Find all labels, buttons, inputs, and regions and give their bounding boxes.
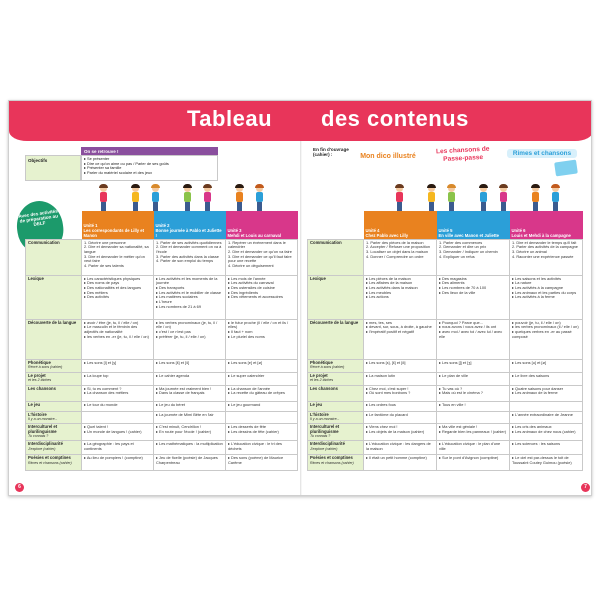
table-cell: ▸ Ma journée est vraiment bien ! ▸ Dans la classe de français [154,385,226,401]
unit-header: Unité 2 Bonne journée à Pablo et Juliette ! [154,211,226,239]
table-cell: ▸ Les sons [ɛ̃] et [ɔ̃] [154,359,226,372]
table-row [26,385,298,401]
right-page [303,143,591,495]
unit-header: Unité 1 Les correspondants de Lilly et Manon [82,211,154,239]
table-row [308,423,583,440]
table-cell: ▸ Le plan de ville [437,372,510,385]
row-label: Interculturel et plurilinguisme Tu connais ? [26,423,82,440]
table-cell: ▸ Les mois de l'année ▸ Les activités du carnaval ▸ Des ustensiles de cuisine ▸ Des ingrédients ▸ Des vêtements et accessoires [226,275,298,319]
table-cell: ▸ Les sons [ɛ], [ɛ̃] et [ɑ̃] [364,359,437,372]
table-cell: ▸ Le tour du monde [82,401,154,411]
table-cell: ▸ Les sons [ʃ] et [ʒ] [437,359,510,372]
table-cell: ▸ L'éducation civique : le plan d'une ville [437,441,510,455]
table-cell: ▸ Le jeu du béret [154,401,226,411]
objective-item: ▸ Parler du matériel scolaire et des jeux [84,170,153,176]
row-label: Le projet et les 2 tâches [26,372,82,385]
table-cell: ▸ Pourquoi ? Parce que... ▸ nous avons / vous avez / ils ont ▸ avec moi / avec toi / avec lui / avec elle [437,319,510,359]
table-cell: ▸ Les pièces de la maison ▸ Les affaires de la maison ▸ Les activités dans la maison ▸ Les meubles ▸ Les actions [364,275,437,319]
row-label: Le jeu [26,401,82,411]
row-label: Poésies et comptines Rimes et chansons (cahier) [308,455,364,471]
table-row [308,441,583,455]
row-label: Communication [308,239,364,275]
objectives-box [25,147,218,181]
table-row [308,401,583,411]
table-cell: ▸ Les ordres fous [364,401,437,411]
character-figure [551,185,560,211]
table-cell: ▸ Le fantôme du placard [364,411,437,423]
table-cell: 1. Dire et demander le temps qu'il fait 2. Parler des activités de la campagne 3. Décrire un animal 4. Raconter une expérience passée [510,239,583,275]
table-cell: ▸ les verbes pronominaux (je, tu, il / elle / on) ▸ c'est / ce n'est pas ▸ préférer (je, tu, il / elle / on) [154,319,226,359]
table-row [26,441,298,455]
table-cell: ▸ Le livre des saisons [510,372,583,385]
table-cell: ▸ Viens chez moi ! ▸ Les objets de la maison (cahier) [364,423,437,440]
table-cell: 1. Parler de ses activités quotidiennes 2. Dire et demander comment on va à l'école 3. Parler des activités dans la classe 4. Parler de son emploi du temps [154,239,226,275]
table-cell: 1. Parler des commerces 2. Demander et dire un prix 3. Demander / Indiquer un chemin 4. Expliquer un refus [437,239,510,275]
table-cell [510,401,583,411]
cd-icon [554,160,578,177]
table-row [26,319,298,359]
table-row [308,385,583,401]
table-cell: ▸ Des magasins ▸ Des aliments ▸ Les nombres de 70 à 100 ▸ Des lieux de la ville [437,275,510,319]
character-figure [499,185,508,211]
row-label: Interdisciplinarité J'explore (cahier) [308,441,364,455]
characters-illustration [81,183,291,211]
row-label: Interculturel et plurilinguisme Tu connais ? [308,423,364,440]
spine [300,141,302,496]
end-of-book-label: En fin d'ouvrage (cahier) : [313,147,349,158]
unit-header: Unité 6 Louis et Mehdi à la campagne [510,211,583,239]
objective-item: ▸ Présenter sa famille [84,165,122,171]
table-row [26,359,298,372]
row-label: Phonétique Récré à sons (cahier) [26,359,82,372]
character-figure [427,185,436,211]
table-cell [226,411,298,423]
table-cell: ▸ Les caractéristiques physiques ▸ Des noms de pays ▸ Des nationalités et des langues ▸ Des métiers ▸ Des activités [82,275,154,319]
table-cell: 1. Parler des pièces de la maison 2. Accepter / Refuser une proposition 3. Localiser un objet dans la maison 4. Donner / Comprendre un ordre [364,239,437,275]
delf-seal: Avec des activités de préparation au DELF [14,198,67,256]
table-cell: ▸ Si, tu es comment ? ▸ La chanson des métiers [82,385,154,401]
table-row [308,275,583,319]
objective-item: ▸ Dire ce qu'on aime ou pas / Parler de ses goûts [84,160,169,166]
table-cell: ▸ L'année extraordinaire de Jeanne [510,411,583,423]
character-figure [203,185,212,211]
left-page [11,143,299,495]
table-cell: ▸ Des sons (poème) de Maurice Carême [226,455,298,471]
table-cell: ▸ C'est minuit, Cendrillon ! ▸ En route pour l'école ! (cahier) [154,423,226,440]
table-cell: ▸ Le jeu gourmand [226,401,298,411]
table-cell: 1. Décrire une personne 2. Dire et demander sa nationalité, sa langue 3. Dire et demander le métier qu'on veut faire 4. Parler de ses talents [82,239,154,275]
character-figure [479,185,488,211]
row-label: Le projet et les 2 tâches [308,372,364,385]
table-cell: ▸ Les sons [e] et [ø] [226,359,298,372]
row-label: L'histoire Il y a un monstre... [26,411,82,423]
character-figure [395,185,404,211]
table-cell: ▸ La chanson de l'année ▸ La recette du gâteau de crêpes [226,385,298,401]
table-cell: ▸ mes, tes, ses ▸ devant, sur, sous, à droite, à gauche ▸ l'impératif positif et négatif [364,319,437,359]
header-spacer [308,211,364,239]
header-spacer [26,211,82,239]
table-cell: ▸ Les mathématiques : la multiplication [154,441,226,455]
row-label: L'histoire Il y a un monstre... [308,411,364,423]
character-figure [531,185,540,211]
table-cell: ▸ Jeu de ficelle (poésie) de Jacques Charpentreau [154,455,226,471]
table-cell: ▸ Il était un petit homme (comptine) [364,455,437,471]
unit-header: Unité 3 Mehdi et Louis au carnaval [226,211,298,239]
table-row [26,423,298,440]
table-cell: ▸ Quatre saisons pour danser ▸ Les animaux de la ferme [510,385,583,401]
objective-item: ▸ Se présenter [84,156,110,161]
table-cell: ▸ Tu vas où ? ▸ Mais où est le cinéma ? [437,385,510,401]
book-rimes: Rimes et chansons [507,149,577,158]
table-cell: 1. Repérer un événement dans le calendrier 2. Dire et demander ce qu'on va faire 3. Dire et demander ce qu'il faut faire pour une recette 4. Décrire un déguisement [226,239,298,275]
table-row [26,455,298,471]
table-cell: ▸ Chez moi, c'est super ! ▸ Où sont mes bonbons ? [364,385,437,401]
title-banner [9,101,592,141]
character-figure [235,185,244,211]
table-cell: ▸ Sur le pont d'Avignon (comptine) [437,455,510,471]
table-cell: ▸ La maison lutin [364,372,437,385]
row-label: Découverte de la langue [26,319,82,359]
book-dico: Mon dico illustré [360,153,416,160]
row-label: Les chansons [26,385,82,401]
title-right: des contenus [321,106,469,131]
character-figure [447,185,456,211]
table-cell: ▸ Le ciel est par-dessus le toit de Toussaint Coutey Guimou (poésie) [510,455,583,471]
table-cell: ▸ Au lieu de pompiers ! (comptine) [82,455,154,471]
table-row [26,239,298,275]
character-figure [99,185,108,211]
table-cell: ▸ La journée de Mimi Bête en l'air [154,411,226,423]
row-label: Poésies et comptines Rimes et chansons (cahier) [26,455,82,471]
table-cell: ▸ Les activités et les moments de la journée ▸ Des transports ▸ Les activités et le mobilier de classe ▸ Les matières scolaires ▸ L'heure ▸ Les nombres de 21 à 69 [154,275,226,319]
table-row [308,411,583,423]
table-row [308,372,583,385]
table-cell: ▸ L'éducation civique : le tri des déchets [226,441,298,455]
table-cell: ▸ Les saisons et les activités ▸ La nature ▸ Les activités à la campagne ▸ Les animaux et les parties du corps ▸ Les activités à la ferme [510,275,583,319]
table-row [308,239,583,275]
table-cell: ▸ Le super calendrier [226,372,298,385]
row-label: Les chansons [308,385,364,401]
book-chansons: Les chansons de Passe-passe [435,145,490,164]
table-cell: ▸ Les desserts de fête ▸ Les dessins de fête (cahier) [226,423,298,440]
contents-table-right [307,211,583,471]
table-cell: ▸ La loupe top [82,372,154,385]
row-label: Le jeu [308,401,364,411]
character-figure [151,185,160,211]
objectives-header: On se retrouve ! [81,147,218,155]
table-cell: ▸ Les sciences : les saisons [510,441,583,455]
table-cell: ▸ Le cahier agenda [154,372,226,385]
table-cell: ▸ Les sons [u] et [ø] [510,359,583,372]
row-label: Communication [26,239,82,275]
row-label: Lexique [26,275,82,319]
table-cell: ▸ La géographie : les pays et continents [82,441,154,455]
unit-header: Unité 5 En ville avec Manon et Juliette [437,211,510,239]
table-row [26,372,298,385]
table-cell: ▸ Ma ville est géniale ! ▸ Regarde bien les panneaux ! (cahier) [437,423,510,440]
character-figure [131,185,140,211]
table-cell: ▸ Les sons [i] et [y] [82,359,154,372]
row-label: Interdisciplinarité J'explore (cahier) [26,441,82,455]
table-row [26,275,298,319]
table-cell: ▸ pouvoir (je, tu, il / elle / on) ▸ les verbes pronominaux (il / elle / on) ▸ quelques verbes en -er au passé composé [510,319,583,359]
characters-illustration [377,183,587,211]
page-number: 7 [581,483,590,492]
row-label: Phonétique Récré à sons (cahier) [308,359,364,372]
character-figure [183,185,192,211]
table-row [26,411,298,423]
table-cell: ▸ Tous en ville ! [437,401,510,411]
page-number: 6 [15,483,24,492]
book-spread [8,100,592,496]
table-cell: ▸ avoir / être (je, tu, il / elle / on) ▸ Le masculin et le féminin des adjectifs de nationalité ▸ les verbes en -er (je, tu, il / elle / on) [82,319,154,359]
table-cell [82,411,154,423]
unit-header: Unité 4 Chez Pablo avec Lilly [364,211,437,239]
objectives-label: Objectifs [25,155,81,181]
character-figure [255,185,264,211]
table-cell: ▸ le futur proche (il / elle / on et ils / elles) ▸ Il faut + nom ▸ Le pluriel des noms [226,319,298,359]
table-cell [437,411,510,423]
table-cell: ▸ L'éducation civique : les dangers de la maison [364,441,437,455]
table-row [308,319,583,359]
table-row [26,401,298,411]
row-label: Lexique [308,275,364,319]
table-row [308,359,583,372]
objectives-list [81,155,218,181]
title-left: Tableau [187,106,273,131]
table-row [308,455,583,471]
table-cell: ▸ Les cris des animaux ▸ Les animaux de chez nous (cahier) [510,423,583,440]
contents-table-left [25,211,298,471]
row-label: Découverte de la langue [308,319,364,359]
table-cell: ▸ Quel talent ! ▸ Un monde de langues ! (cahier) [82,423,154,440]
